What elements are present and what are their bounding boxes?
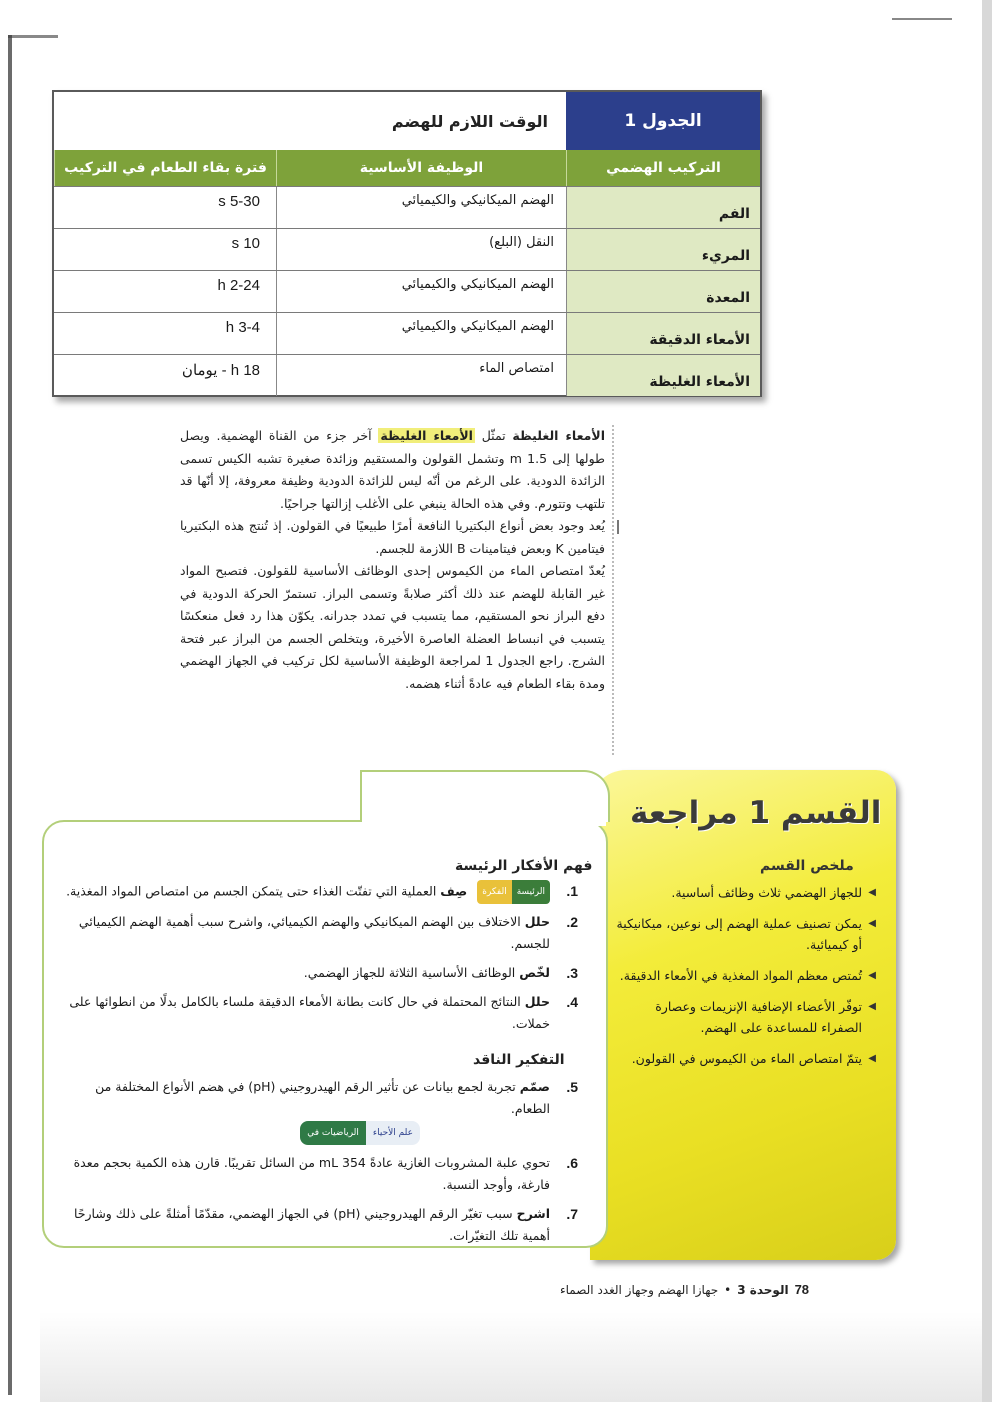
badge-part: الفكرة — [477, 880, 511, 904]
question-item — [58, 962, 578, 984]
question-number: 1. — [566, 883, 578, 899]
question-verb: حلل — [524, 994, 550, 1009]
summary-list — [614, 882, 876, 1079]
paragraph: يُعدّ امتصاص الماء من الكيموس إحدى الوظائف الأساسية للقولون. فتصبح المواد غير القابلة للهضم عند ذلك أكثر صلابةً وتسمى البراز. تستمرّ الحركة الدودية في دفع البراز نحو المستقيم، مما يتسبب في تمدد جدرانه. يكوّن هذا رد فعل منعكسًا يتسبب في انبساط العضلة العاصرة الأخيرة، ويتخلص الجسم من البراز عبر فتحة الشرج. راجع الجدول 1 لمراجعة الوظيفة الأساسية لكل تركيب في الجهاز الهضمي ومدة بقاء الطعام فيه عادةً أثناء هضمه. — [180, 563, 605, 691]
question-verb: حلل — [524, 914, 550, 929]
scan-mark-top — [892, 18, 952, 20]
table-header — [54, 92, 760, 150]
scan-edge-top — [8, 35, 58, 38]
function-cell: امتصاص الماء — [276, 355, 566, 396]
main-ideas-questions — [58, 880, 578, 1042]
question-number: 4. — [566, 994, 578, 1010]
column-divider — [612, 425, 614, 755]
unit-label: الوحدة 3 — [737, 1282, 789, 1297]
summary-item: ◀ للجهاز الهضمي ثلاث وظائف أساسية. — [614, 882, 876, 903]
question-number: 6. — [566, 1155, 578, 1171]
badge-part: الرياضيات في — [300, 1121, 366, 1145]
question-text: تجربة لجمع بيانات عن تأثير الرقم الهيدروجيني (pH) في هضم الأنواع المختلفة من الطعام. — [95, 1079, 550, 1116]
question-item — [58, 1152, 578, 1196]
question-item — [58, 991, 578, 1035]
large-intestine-section — [180, 425, 605, 695]
question-verb: صمّم — [519, 1079, 550, 1094]
question-text: سبب تغيّر الرقم الهيدروجيني (pH) في الجهاز الهضمي، مقدّمًا أمثلةً على ذلك وشارحًا أهمية تلك التغيّرات. — [73, 1206, 550, 1243]
footer-bullet: • — [724, 1282, 732, 1297]
table-row — [54, 354, 760, 396]
function-cell: الهضم الميكانيكي والكيميائي — [276, 271, 566, 312]
duration-cell: 18 h - يومان — [181, 362, 260, 379]
highlighted-term: الأمعاء الغليظة — [380, 428, 473, 443]
question-verb: لخّص — [519, 965, 550, 980]
summary-item: ◀ تُمتص معظم المواد المغذية في الأمعاء الدقيقة. — [614, 965, 876, 986]
critical-thinking-title: التفكير الناقد — [473, 1052, 565, 1068]
summary-item: ◀ يمكن تصنيف عملية الهضم إلى نوعين، ميكانيكية أو كيميائية. — [614, 913, 876, 955]
summary-item: ◀ توفّر الأعضاء الإضافية الإنزيمات وعصارة الصفراء للمساعدة على الهضم. — [614, 996, 876, 1038]
function-cell: الهضم الميكانيكي والكيميائي — [276, 313, 566, 354]
function-cell: النقل (البلع) — [276, 229, 566, 270]
question-text: الاختلاف بين الهضم الميكانيكي والهضم الكيميائي، واشرح سبب أهمية الهضم الكيميائي للجسم. — [78, 914, 550, 951]
page-footer — [560, 1282, 809, 1297]
review-title: القسم 1 مراجعة — [630, 795, 882, 831]
digestion-time-table — [52, 90, 762, 397]
table-row — [54, 270, 760, 312]
table-label: الجدول 1 — [566, 92, 760, 150]
chapter-title: جهازا الهضم وجهاز الغدد الصماء — [560, 1282, 719, 1297]
question-item — [58, 1203, 578, 1247]
review-tab — [360, 770, 610, 822]
question-number: 7. — [566, 1206, 578, 1222]
column-header-organ: التركيب الهضمي — [566, 150, 760, 186]
main-idea-badge — [477, 880, 550, 904]
question-text: الوظائف الأساسية الثلاثة للجهاز الهضمي. — [303, 965, 516, 980]
organ-cell: الأمعاء الدقيقة — [566, 313, 760, 354]
column-header-function: الوظيفة الأساسية — [276, 150, 566, 186]
critical-thinking-questions — [58, 1076, 578, 1254]
math-in-biology-badge — [300, 1121, 420, 1145]
column-header-duration: فترة بقاء الطعام في التركيب — [54, 150, 276, 186]
duration-cell: 10 s — [231, 235, 260, 252]
question-text: تحوي علبة المشروبات الغازية عادةً 354 mL من السائل تقريبًا. قارن هذه الكمية بحجم معدة فارغة، وأوجد النسبة. — [73, 1155, 550, 1192]
table-row — [54, 228, 760, 270]
margin-mark — [617, 520, 619, 534]
review-tab-join — [362, 818, 606, 826]
scan-edge-left — [8, 35, 12, 1395]
section-lead: الأمعاء الغليظة — [512, 428, 606, 443]
duration-cell: 5-30 s — [218, 193, 260, 210]
organ-cell: المريء — [566, 229, 760, 270]
question-item — [58, 911, 578, 955]
question-verb: اشرح — [516, 1206, 550, 1221]
organ-cell: المعدة — [566, 271, 760, 312]
table-column-headers — [54, 150, 760, 186]
scan-edge-right — [982, 0, 992, 1402]
table-row — [54, 312, 760, 354]
question-text: العملية التي تفتّت الغذاء حتى يتمكن الجسم من امتصاص المواد المغذية. — [66, 883, 437, 899]
question-verb: صِف — [440, 883, 468, 899]
question-number: 2. — [566, 914, 578, 930]
organ-cell: الفم — [566, 187, 760, 228]
paragraph — [180, 425, 605, 515]
duration-cell: 2-24 h — [217, 277, 260, 294]
text-run: تمثّل — [481, 428, 506, 443]
question-item — [58, 880, 578, 904]
badge-part: الرئيسة — [512, 880, 550, 904]
summary-item: ◀ يتمّ امتصاص الماء من الكيموس في القولون. — [614, 1048, 876, 1069]
main-ideas-title: فهم الأفكار الرئيسة — [455, 858, 593, 874]
scan-shadow-bottom — [40, 1312, 982, 1402]
table-title: الوقت اللازم للهضم — [54, 92, 566, 150]
organ-cell: الأمعاء الغليظة — [566, 355, 760, 396]
question-number: 3. — [566, 965, 578, 981]
text-run: آخر جزء من القناة الهضمية. ويصل طولها إلى 1.5 m وتشمل القولون والمستقيم وزائدة صغيرة تشبه الكيس تسمى الزائدة الدودية. على الرغم من أنّه ليس للزائدة الدودية وظيفة معروفة، إلا أنّها قد تلتهب وتتورم. وفي هذه الحالة ينبغي على الأغلب إزالتها جراحيًا. — [180, 428, 605, 511]
function-cell: الهضم الميكانيكي والكيميائي — [276, 187, 566, 228]
duration-cell: 3-4 h — [225, 319, 260, 336]
paragraph: يُعد وجود بعض أنواع البكتيريا النافعة أمرًا طبيعيًا في القولون. إذ تُنتج هذه البكتيريا فيتامين K وبعض فيتامينات B اللازمة للجسم. — [180, 518, 605, 556]
badge-part: علم الأحياء — [366, 1121, 420, 1145]
table-row — [54, 186, 760, 228]
question-item — [58, 1076, 578, 1145]
question-text: النتائج المحتملة في حال كانت بطانة الأمعاء الدقيقة ملساء بالكامل بدلًا من انطوائها على خملات. — [69, 994, 550, 1031]
question-number: 5. — [566, 1079, 578, 1095]
page-number: 78 — [794, 1282, 810, 1297]
summary-title: ملخص القسم — [760, 858, 854, 874]
